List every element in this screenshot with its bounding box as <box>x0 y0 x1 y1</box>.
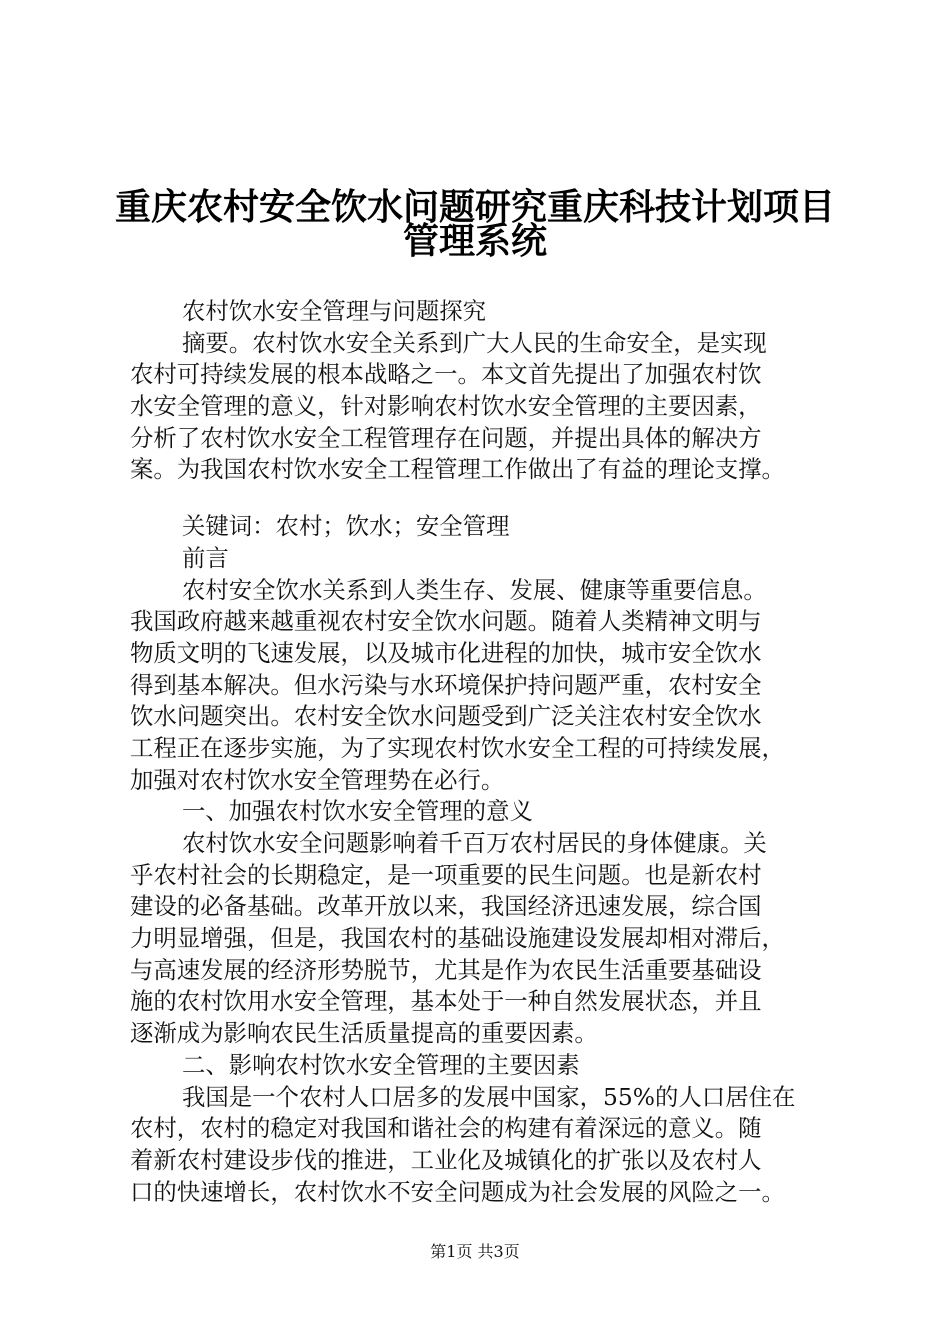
paragraph-line: 力明显增强，但是，我国农村的基础设施建设发展却相对滞后， <box>130 924 785 953</box>
document-title-line-2: 管理系统 <box>402 221 547 262</box>
section-heading-1: 一、加强农村饮水安全管理的意义 <box>182 797 533 826</box>
paragraph-line: 逐渐成为影响农民生活质量提高的重要因素。 <box>130 1019 598 1048</box>
paragraph-line: 我国政府越来越重视农村安全饮水问题。随着人类精神文明与 <box>130 607 762 636</box>
paragraph-gap <box>130 486 840 511</box>
page-footer: 第1页 共3页 <box>430 1242 520 1261</box>
paragraph-line: 我国是一个农村人口居多的发展中国家，55%的人口居住在 <box>182 1082 796 1111</box>
subtitle: 农村饮水安全管理与问题探究 <box>182 297 487 325</box>
paragraph-line: 农村饮水安全问题影响着千百万农村居民的身体健康。关 <box>182 829 767 857</box>
abstract-line: 农村可持续发展的根本战略之一。本文首先提出了加强农村饮 <box>130 360 762 389</box>
paragraph-line: 建设的必备基础。改革开放以来，我国经济迅速发展，综合国 <box>130 892 762 921</box>
paragraph-line: 口的快速增长，农村饮水不安全问题成为社会发展的风险之一。 <box>130 1177 785 1206</box>
section-heading-2: 二、影响农村饮水安全管理的主要因素 <box>182 1050 580 1079</box>
paragraph-line: 工程正在逐步实施，为了实现农村饮水安全工程的可持续发展， <box>130 733 785 762</box>
keywords-line: 关键词：农村；饮水；安全管理 <box>182 512 510 541</box>
paragraph-line: 得到基本解决。但水污染与水环境保护持问题严重，农村安全 <box>130 670 762 699</box>
document-body <box>130 296 840 1208</box>
paragraph-line: 农村安全饮水关系到人类生存、发展、健康等重要信息。 <box>182 575 767 604</box>
document-title-line-1: 重庆农村安全饮水问题研究重庆科技计划项目 <box>114 187 835 228</box>
abstract-line: 摘要。农村饮水安全关系到广大人民的生命安全，是实现 <box>182 328 767 357</box>
paragraph-line: 物质文明的飞速发展，以及城市化进程的加快，城市安全饮水 <box>130 638 762 667</box>
abstract-line: 水安全管理的意义，针对影响农村饮水安全管理的主要因素， <box>130 392 762 421</box>
paragraph-line: 施的农村饮用水安全管理，基本处于一种自然发展状态，并且 <box>130 987 762 1016</box>
paragraph-line: 乎农村社会的长期稳定，是一项重要的民生问题。也是新农村 <box>130 860 762 889</box>
paragraph-line: 农村，农村的稳定对我国和谐社会的构建有着深远的意义。随 <box>130 1114 762 1143</box>
section-heading-preface: 前言 <box>182 543 229 572</box>
abstract-line: 案。为我国农村饮水安全工程管理工作做出了有益的理论支撑。 <box>130 455 785 484</box>
abstract-line: 分析了农村饮水安全工程管理存在问题，并提出具体的解决方 <box>130 423 762 452</box>
paragraph-line: 加强对农村饮水安全管理势在必行。 <box>130 765 505 794</box>
paragraph-line: 着新农村建设步伐的推进，工业化及城镇化的扩张以及农村人 <box>130 1145 762 1174</box>
paragraph-line: 与高速发展的经济形势脱节，尤其是作为农民生活重要基础设 <box>130 955 762 984</box>
paragraph-line: 饮水问题突出。农村安全饮水问题受到广泛关注农村安全饮水 <box>130 702 762 731</box>
